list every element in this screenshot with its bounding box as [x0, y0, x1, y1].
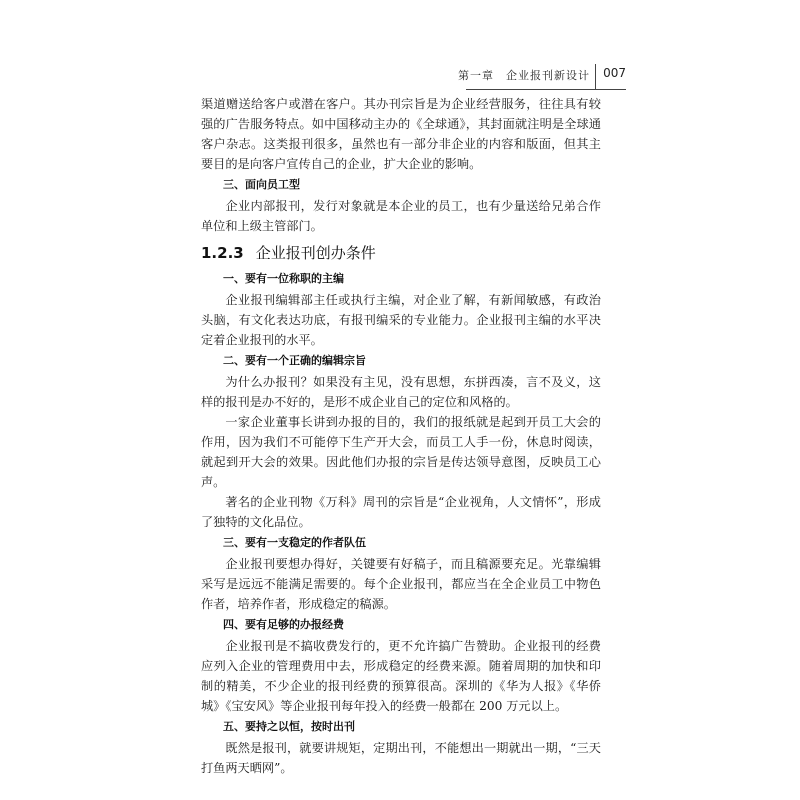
- page-number: 007: [603, 66, 626, 80]
- paragraph: 企业报刊是不搞收费发行的，更不允许搞广告赞助。企业报刊的经费应列入企业的管理费用中去，形成稳定的经费来源。随着周期的加快和印制的精美，不少企业的报刊经费的预算很高。深圳的《华为人报》《华侨城》《宝安风》等企业报刊每年投入的经费一般都在 200 万元以上。: [201, 639, 601, 713]
- section-title: 企业报刊创办条件: [255, 244, 376, 262]
- chapter-title: 第一章 企业报刊新设计: [458, 69, 590, 82]
- paragraph: 既然是报刊，就要讲规矩，定期出刊，不能想出一期就出一期，“三天打鱼两天晒网”。: [201, 741, 601, 775]
- subheading: 四、要有足够的办报经费: [223, 618, 344, 631]
- subheading: 一、要有一位称职的主编: [223, 272, 344, 285]
- header-divider: [595, 64, 596, 90]
- page-header: [426, 64, 626, 86]
- subheading: 三、面向员工型: [223, 178, 300, 191]
- header-rule: [466, 89, 626, 90]
- subheading: 三、要有一支稳定的作者队伍: [223, 536, 366, 549]
- page-body: [201, 94, 601, 778]
- paragraph: 渠道赠送给客户或潜在客户。其办刊宗旨是为企业经营服务，往往具有较强的广告服务特点。如中国移动主办的《全球通》，其封面就注明是全球通客户杂志。这类报刊很多，虽然也有一部分非企业的内容和版面，但其主要目的是向客户宣传自己的企业，扩大企业的影响。: [201, 97, 601, 171]
- section-heading: [201, 240, 601, 266]
- subheading: 五、要持之以恒，按时出刊: [223, 720, 355, 733]
- subheading: 二、要有一个正确的编辑宗旨: [223, 354, 366, 367]
- paragraph: 企业报刊编辑部主任或执行主编，对企业了解，有新闻敏感，有政治头脑，有文化表达功底，有报刊编采的专业能力。企业报刊主编的水平决定着企业报刊的水平。: [201, 293, 601, 347]
- paragraph: 为什么办报刊？如果没有主见，没有思想，东拼西凑，言不及义，这样的报刊是办不好的，是形不成企业自己的定位和风格的。: [201, 375, 601, 409]
- section-number: 1.2.3: [201, 244, 244, 262]
- paragraph: 著名的企业刊物《万科》周刊的宗旨是“企业视角，人文情怀”，形成了独特的文化品位。: [201, 495, 601, 529]
- paragraph: 企业内部报刊，发行对象就是本企业的员工，也有少量送给兄弟合作单位和上级主管部门。: [201, 199, 601, 233]
- paragraph: 一家企业董事长讲到办报的目的，我们的报纸就是起到开员工大会的作用，因为我们不可能停下生产开大会，而员工人手一份，休息时阅读，就起到开大会的效果。因此他们办报的宗旨是传达领导意图，反映员工心声。: [201, 415, 601, 489]
- paragraph: 企业报刊要想办得好，关键要有好稿子，而且稿源要充足。光靠编辑采写是远远不能满足需要的。每个企业报刊，都应当在全企业员工中物色作者，培养作者，形成稳定的稿源。: [201, 557, 601, 611]
